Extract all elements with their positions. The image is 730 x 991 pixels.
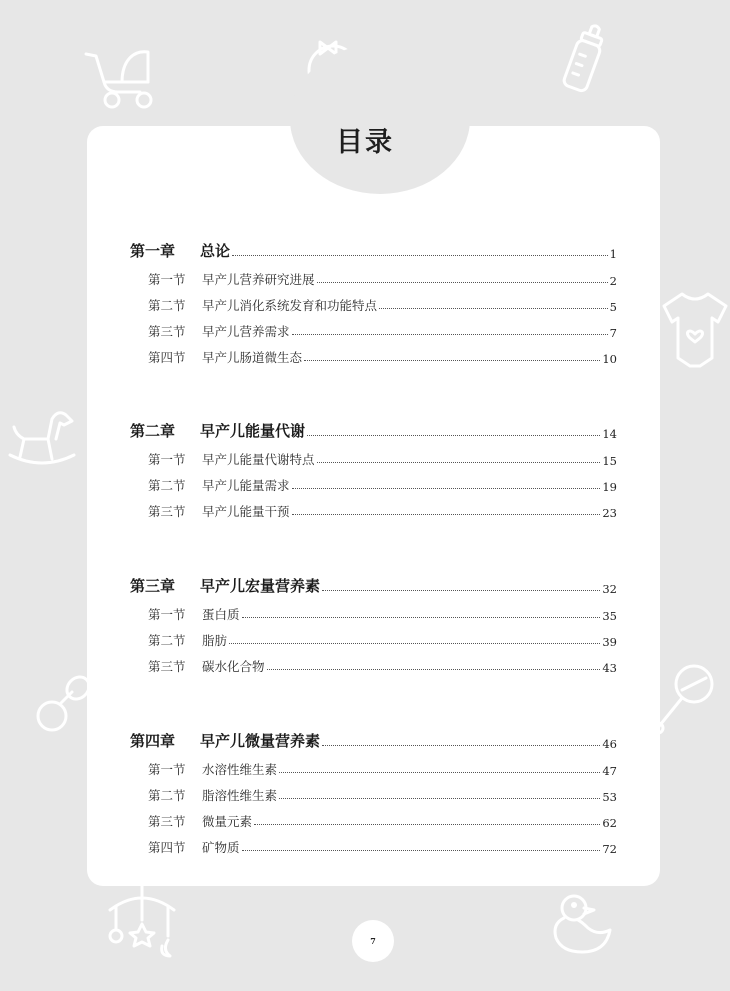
section-page-number: 62 [602,816,617,830]
section-number: 第二节 [148,633,186,648]
dot-leader [304,360,600,361]
section-title: 早产儿能量代谢特点 [202,452,315,467]
toc-chapter-row[interactable] [130,575,617,596]
toc-section-row[interactable] [130,605,617,623]
toc-section-row[interactable] [130,296,617,314]
dot-leader [279,772,600,773]
chapter-title: 早产儿宏量营养素 [200,577,321,595]
section-page-number: 72 [602,842,617,856]
chapter-title: 早产儿能量代谢 [200,422,306,440]
chapter-title: 早产儿微量营养素 [200,732,321,750]
section-title: 早产儿能量需求 [202,478,290,493]
toc-chapter-row[interactable] [130,240,617,261]
section-page-number: 15 [602,454,617,468]
baby-onesie-icon [660,290,730,370]
chapter-title: 总论 [200,242,231,260]
rocking-horse-icon [6,405,78,471]
section-number: 第三节 [148,814,186,829]
chapter-number: 第四章 [130,732,176,750]
toc-chapter-row[interactable] [130,730,617,751]
toc-section-row[interactable] [130,631,617,649]
chapter-number: 第二章 [130,422,176,440]
section-title: 早产儿营养需求 [202,324,290,339]
toc-section-row[interactable] [130,812,617,830]
section-number: 第四节 [148,840,186,855]
baby-bottle-icon [556,22,612,98]
toc-section-row[interactable] [130,657,617,675]
section-title: 碳水化合物 [202,659,265,674]
section-title: 矿物质 [202,840,240,855]
section-title: 早产儿肠道微生态 [202,350,303,365]
dot-leader [254,824,600,825]
section-number: 第一节 [148,607,186,622]
dot-leader [317,282,608,283]
toc-section-row[interactable] [130,348,617,366]
section-page-number: 35 [602,609,617,623]
section-number: 第一节 [148,762,186,777]
section-title: 早产儿营养研究进展 [202,272,315,287]
dot-leader [307,435,600,436]
chapter-page-number: 46 [602,737,617,751]
page-title: 目录 [336,127,394,158]
toc-section-row[interactable] [130,476,617,494]
dot-leader [322,590,600,591]
dot-leader [379,308,608,309]
dot-leader [229,643,600,644]
section-title: 早产儿消化系统发育和功能特点 [202,298,378,313]
section-title: 微量元素 [202,814,253,829]
dot-leader [292,488,601,489]
dot-leader [322,745,600,746]
section-title: 水溶性维生素 [202,762,278,777]
section-title: 早产儿能量干预 [202,504,290,519]
section-page-number: 53 [602,790,617,804]
section-title: 蛋白质 [202,607,240,622]
chapter-page-number: 1 [609,247,617,261]
toc-section-row[interactable] [130,270,617,288]
toc-section-row[interactable] [130,450,617,468]
dot-leader [317,462,601,463]
chapter-page-number: 14 [602,427,617,441]
section-number: 第四节 [148,350,186,365]
section-number: 第二节 [148,478,186,493]
section-number: 第三节 [148,659,186,674]
crib-mobile-icon [100,880,184,970]
section-number: 第一节 [148,272,186,287]
toc-section-row[interactable] [130,760,617,778]
section-page-number: 10 [602,352,617,366]
section-page-number: 39 [602,635,617,649]
dot-leader [232,255,608,256]
section-page-number: 23 [602,506,617,520]
title-circle [290,44,470,194]
dot-leader [242,850,601,851]
section-title: 脂肪 [202,633,228,648]
section-page-number: 19 [602,480,617,494]
section-number: 第一节 [148,452,186,467]
toc-chapter-row[interactable] [130,420,617,441]
toc-section-row[interactable] [130,838,617,856]
section-title: 脂溶性维生素 [202,788,278,803]
toc-section-row[interactable] [130,502,617,520]
stroller-icon [82,40,162,112]
chapter-page-number: 32 [602,582,617,596]
dot-leader [242,617,601,618]
rubber-duck-icon [548,890,618,960]
section-number: 第三节 [148,324,186,339]
toc-section-row[interactable] [130,322,617,340]
dot-leader [267,669,601,670]
section-number: 第三节 [148,504,186,519]
dot-leader [279,798,600,799]
chapter-number: 第一章 [130,242,176,260]
dot-leader [292,514,601,515]
page-number: 7 [352,920,394,962]
section-number: 第二节 [148,788,186,803]
dot-leader [292,334,608,335]
section-page-number: 47 [602,764,617,778]
toc-section-row[interactable] [130,786,617,804]
chapter-number: 第三章 [130,577,176,595]
section-page-number: 5 [609,300,617,314]
section-number: 第二节 [148,298,186,313]
section-page-number: 2 [609,274,617,288]
section-page-number: 7 [609,326,617,340]
section-page-number: 43 [602,661,617,675]
